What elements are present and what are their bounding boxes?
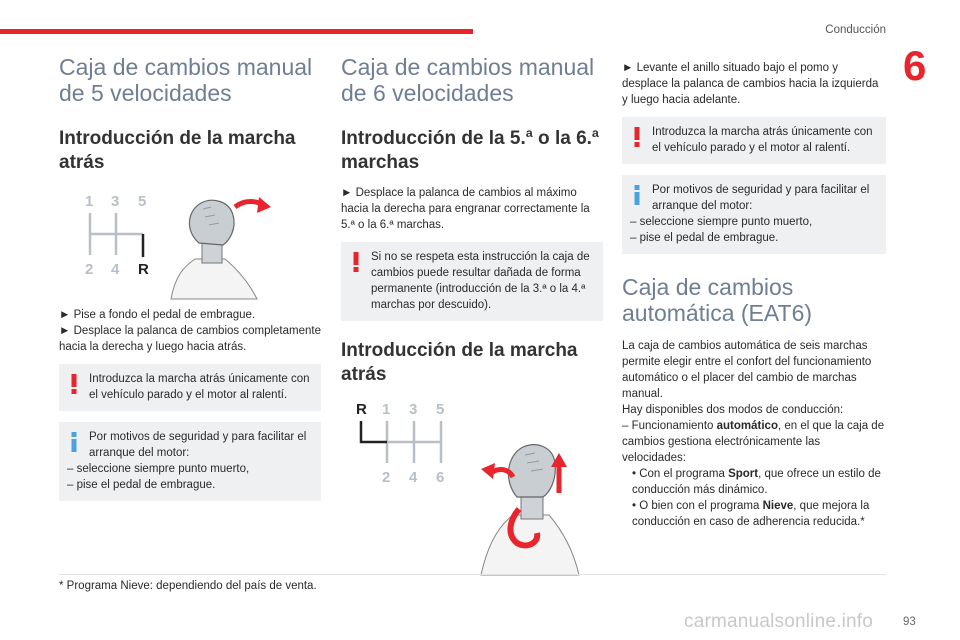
gear-lever-illustration bbox=[481, 445, 579, 575]
warning-box bbox=[622, 117, 886, 164]
footnote: * Programa Nieve: dependiendo del país de venta. bbox=[59, 580, 317, 592]
automatic-intro: La caja de cambios automática de seis marchas permite elegir entre el confort del funcionamiento automático o el placer del cambio de marchas manual. bbox=[622, 340, 872, 400]
five-speed-title: Caja de cambios manual de 5 velocidades bbox=[59, 54, 313, 106]
gear-label: 6 bbox=[436, 469, 445, 486]
sport-program-item: • Con el programa Sport, que ofrece un estilo de conducción más dinámico. bbox=[632, 468, 881, 496]
gear-lever-illustration bbox=[171, 197, 271, 299]
footnote-divider bbox=[59, 574, 886, 575]
gear-label: 3 bbox=[409, 401, 418, 418]
driving-modes-intro: Hay disponibles dos modos de conducción: bbox=[622, 404, 844, 416]
gear-label: 3 bbox=[111, 193, 120, 210]
info-item: – seleccione siempre punto muerto, bbox=[630, 216, 813, 228]
info-icon bbox=[71, 432, 77, 452]
page-number: 93 bbox=[903, 616, 916, 628]
gear-diagram-5-speed bbox=[59, 189, 321, 301]
step-lift-ring: ► Levante el anillo situado bajo el pomo y desplace la palanca de cambios hacia la izquierda y luego hacia adelante. bbox=[622, 62, 879, 106]
step-move-lever: ► Desplace la palanca de cambios completamente hacia la derecha y luego hacia atrás. bbox=[59, 325, 321, 353]
six-speed-title: Caja de cambios manual de 6 velocidades bbox=[341, 54, 595, 106]
gear-label: R bbox=[356, 401, 367, 418]
automatic-gearbox-title: Caja de cambios automática (EAT6) bbox=[622, 274, 813, 326]
gear-label: 1 bbox=[85, 193, 94, 210]
reverse-gear-title-6: Introducción de la marcha atrás bbox=[341, 340, 578, 385]
warning-text: Introduzca la marcha atrás únicamente con el vehículo parado y el motor al ralentí. bbox=[89, 373, 310, 401]
chapter-number: 6 bbox=[903, 42, 927, 89]
gear-label: 5 bbox=[436, 401, 445, 418]
warning-icon bbox=[353, 252, 359, 272]
info-item: – seleccione siempre punto muerto, bbox=[67, 463, 250, 475]
warning-box bbox=[341, 242, 603, 321]
column-continued bbox=[622, 60, 886, 530]
info-text: Por motivos de seguridad y para facilitar el arranque del motor: bbox=[652, 184, 870, 212]
gear-label: 2 bbox=[382, 469, 391, 486]
gear-label: 4 bbox=[409, 469, 418, 486]
step-press-clutch: ► Pise a fondo el pedal de embrague. bbox=[59, 309, 256, 321]
gear-56-title: Introducción de la 5.ª o la 6.ª marchas bbox=[341, 128, 599, 173]
warning-icon bbox=[634, 127, 640, 147]
info-item: – pise el pedal de embrague. bbox=[67, 479, 216, 491]
warning-box bbox=[59, 364, 321, 411]
automatic-mode-item: – Funcionamiento automático, en el que la caja de cambios gestiona electrónicamente las velocidades: bbox=[622, 420, 885, 464]
gear-56-text: ► Desplace la palanca de cambios al máximo hacia la derecha para engranar correctamente la 5.ª o la 6.ª marchas. bbox=[341, 187, 590, 231]
header-accent-bar bbox=[0, 29, 473, 34]
gear-label: 4 bbox=[111, 261, 120, 278]
gear-label: 2 bbox=[85, 261, 94, 278]
info-item: – pise el pedal de embrague. bbox=[630, 232, 779, 244]
reverse-gear-title-5: Introducción de la marcha atrás bbox=[59, 128, 296, 173]
gear-label: 5 bbox=[138, 193, 147, 210]
info-text: Por motivos de seguridad y para facilitar el arranque del motor: bbox=[89, 431, 307, 459]
section-name: Conducción bbox=[825, 24, 886, 36]
warning-text: Si no se respeta esta instrucción la caja de cambios puede resultar dañada de forma permanente (introducción de la 3.ª o la 4.ª marchas por descuido). bbox=[371, 251, 590, 311]
info-box bbox=[59, 422, 321, 501]
info-box bbox=[622, 175, 886, 254]
gear-label: R bbox=[138, 261, 149, 278]
warning-icon bbox=[71, 374, 77, 394]
gear-label: 1 bbox=[382, 401, 391, 418]
warning-text: Introduzca la marcha atrás únicamente con el vehículo parado y el motor al ralentí. bbox=[652, 126, 873, 154]
column-six-speed bbox=[341, 54, 603, 577]
gear-diagram-6-speed bbox=[341, 397, 603, 577]
column-five-speed bbox=[59, 54, 321, 501]
info-icon bbox=[634, 185, 640, 205]
watermark: carmanualsonline.info bbox=[684, 611, 874, 632]
snow-program-item: • O bien con el programa Nieve, que mejora la conducción en caso de adherencia reducida.* bbox=[632, 500, 870, 528]
